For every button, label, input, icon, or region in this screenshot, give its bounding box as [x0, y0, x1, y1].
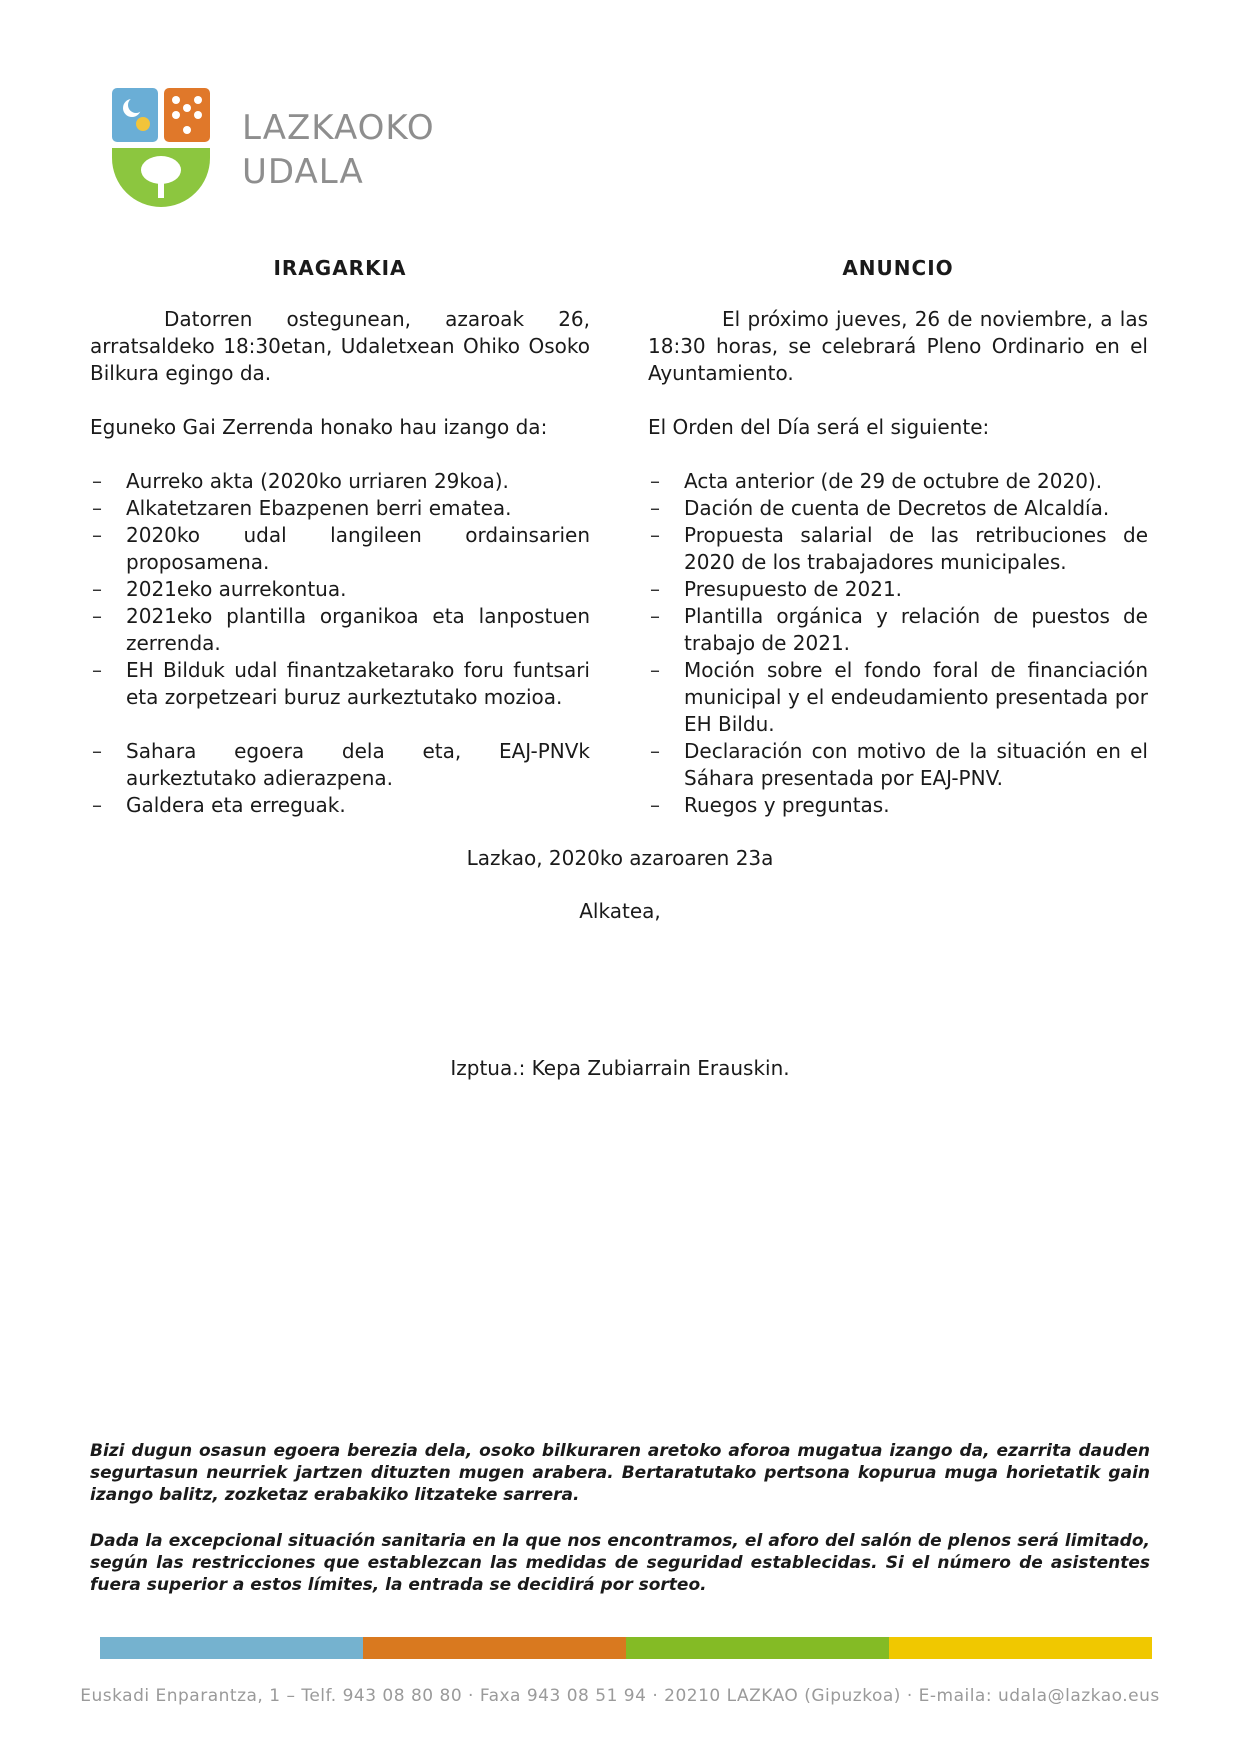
announcement-spanish [648, 255, 1148, 819]
announcement-basque [90, 255, 590, 819]
bar-segment-green [626, 1637, 889, 1659]
list-item: – Galdera eta erreguak. [92, 793, 346, 817]
agenda-list-basque [90, 468, 590, 819]
bar-segment-orange [363, 1637, 626, 1659]
list-item: – Propuesta salarial de las retribuciones de 2020 de los trabajadores municipales. [650, 523, 1148, 574]
notice-basque: Bizi dugun osasun egoera berezia dela, osoko bilkuraren aretoko aforoa mugatua izango da, ezarrita dauden segurtasun neurriek jartzen dituzten mugen arabera. Bertaratutako pertsona kopurua muga horietatik gain izango balitz, zozketaz erabakiko litzateke sarrera. [90, 1441, 1150, 1505]
list-item: – Presupuesto de 2021. [650, 577, 903, 601]
logo-line-1: LAZKAOKO [242, 108, 435, 148]
list-item: – EH Bilduk udal finantzaketarako foru funtsari eta zorpetzeari buruz aurkeztutako mozioa. [92, 658, 590, 709]
list-item: – Alkatetzaren Ebazpenen berri ematea. [92, 496, 512, 520]
notice-spanish: Dada la excepcional situación sanitaria en la que nos encontramos, el aforo del salón de plenos será limitado, según las restricciones que establezcan las medidas de seguridad establecidas. Si el número de asistentes fuera superior a estos límites, la entrada se decidirá por sorteo. [90, 1531, 1150, 1595]
list-item: – Ruegos y preguntas. [650, 793, 890, 817]
bar-segment-yellow [889, 1637, 1152, 1659]
agenda-list-spanish [648, 468, 1148, 819]
list-item: – Moción sobre el fondo foral de financiación municipal y el endeudamiento presentada por EH Bildu. [650, 658, 1148, 736]
logo-line-2: UDALA [242, 152, 364, 192]
bar-segment-blue [100, 1637, 363, 1659]
list-item: – Plantilla orgánica y relación de puestos de trabajo de 2021. [650, 604, 1148, 655]
list-item: – 2020ko udal langileen ordainsarien proposamena. [92, 523, 590, 574]
title-iragarkia: IRAGARKIA [273, 256, 407, 280]
list-item: – Dación de cuenta de Decretos de Alcaldía. [650, 496, 1110, 520]
municipal-logo [110, 86, 440, 211]
intro-basque: Datorren ostegunean, azaroak 26, arratsaldeko 18:30etan, Udaletxean Ohiko Osoko Bilkura egingo da. [90, 307, 590, 385]
title-anuncio: ANUNCIO [842, 256, 954, 280]
logo-wordmark [242, 106, 435, 194]
sun-icon [136, 117, 150, 131]
agenda-lead-spanish: El Orden del Día será el siguiente: [648, 415, 990, 439]
signer-role: Alkatea, [579, 899, 661, 923]
coat-of-arms-icon [110, 86, 220, 211]
footer-color-bar [100, 1637, 1152, 1659]
place-date: Lazkao, 2020ko azaroaren 23a [466, 846, 774, 870]
list-item: – 2021eko plantilla organikoa eta lanpostuen zerrenda. [92, 604, 590, 655]
list-item: – Sahara egoera dela eta, EAJ-PNVk aurkeztutako adierazpena. [92, 739, 590, 790]
footer-contact: Euskadi Enparantza, 1 – Telf. 943 08 80 80 · Faxa 943 08 51 94 · 20210 LAZKAO (Gipuzkoa) · E-maila: udala@lazkao.eus [80, 1686, 1160, 1706]
signature-line: Izptua.: Kepa Zubiarrain Erauskin. [450, 1056, 790, 1080]
intro-spanish: El próximo jueves, 26 de noviembre, a las 18:30 horas, se celebrará Pleno Ordinario en el Ayuntamiento. [648, 307, 1148, 385]
agenda-lead-basque: Eguneko Gai Zerrenda honako hau izango da: [90, 415, 548, 439]
list-item: – 2021eko aurrekontua. [92, 577, 347, 601]
list-item: – Declaración con motivo de la situación en el Sáhara presentada por EAJ-PNV. [650, 739, 1148, 790]
list-item: – Aurreko akta (2020ko urriaren 29koa). [92, 469, 509, 493]
list-item: – Acta anterior (de 29 de octubre de 2020). [650, 469, 1103, 493]
